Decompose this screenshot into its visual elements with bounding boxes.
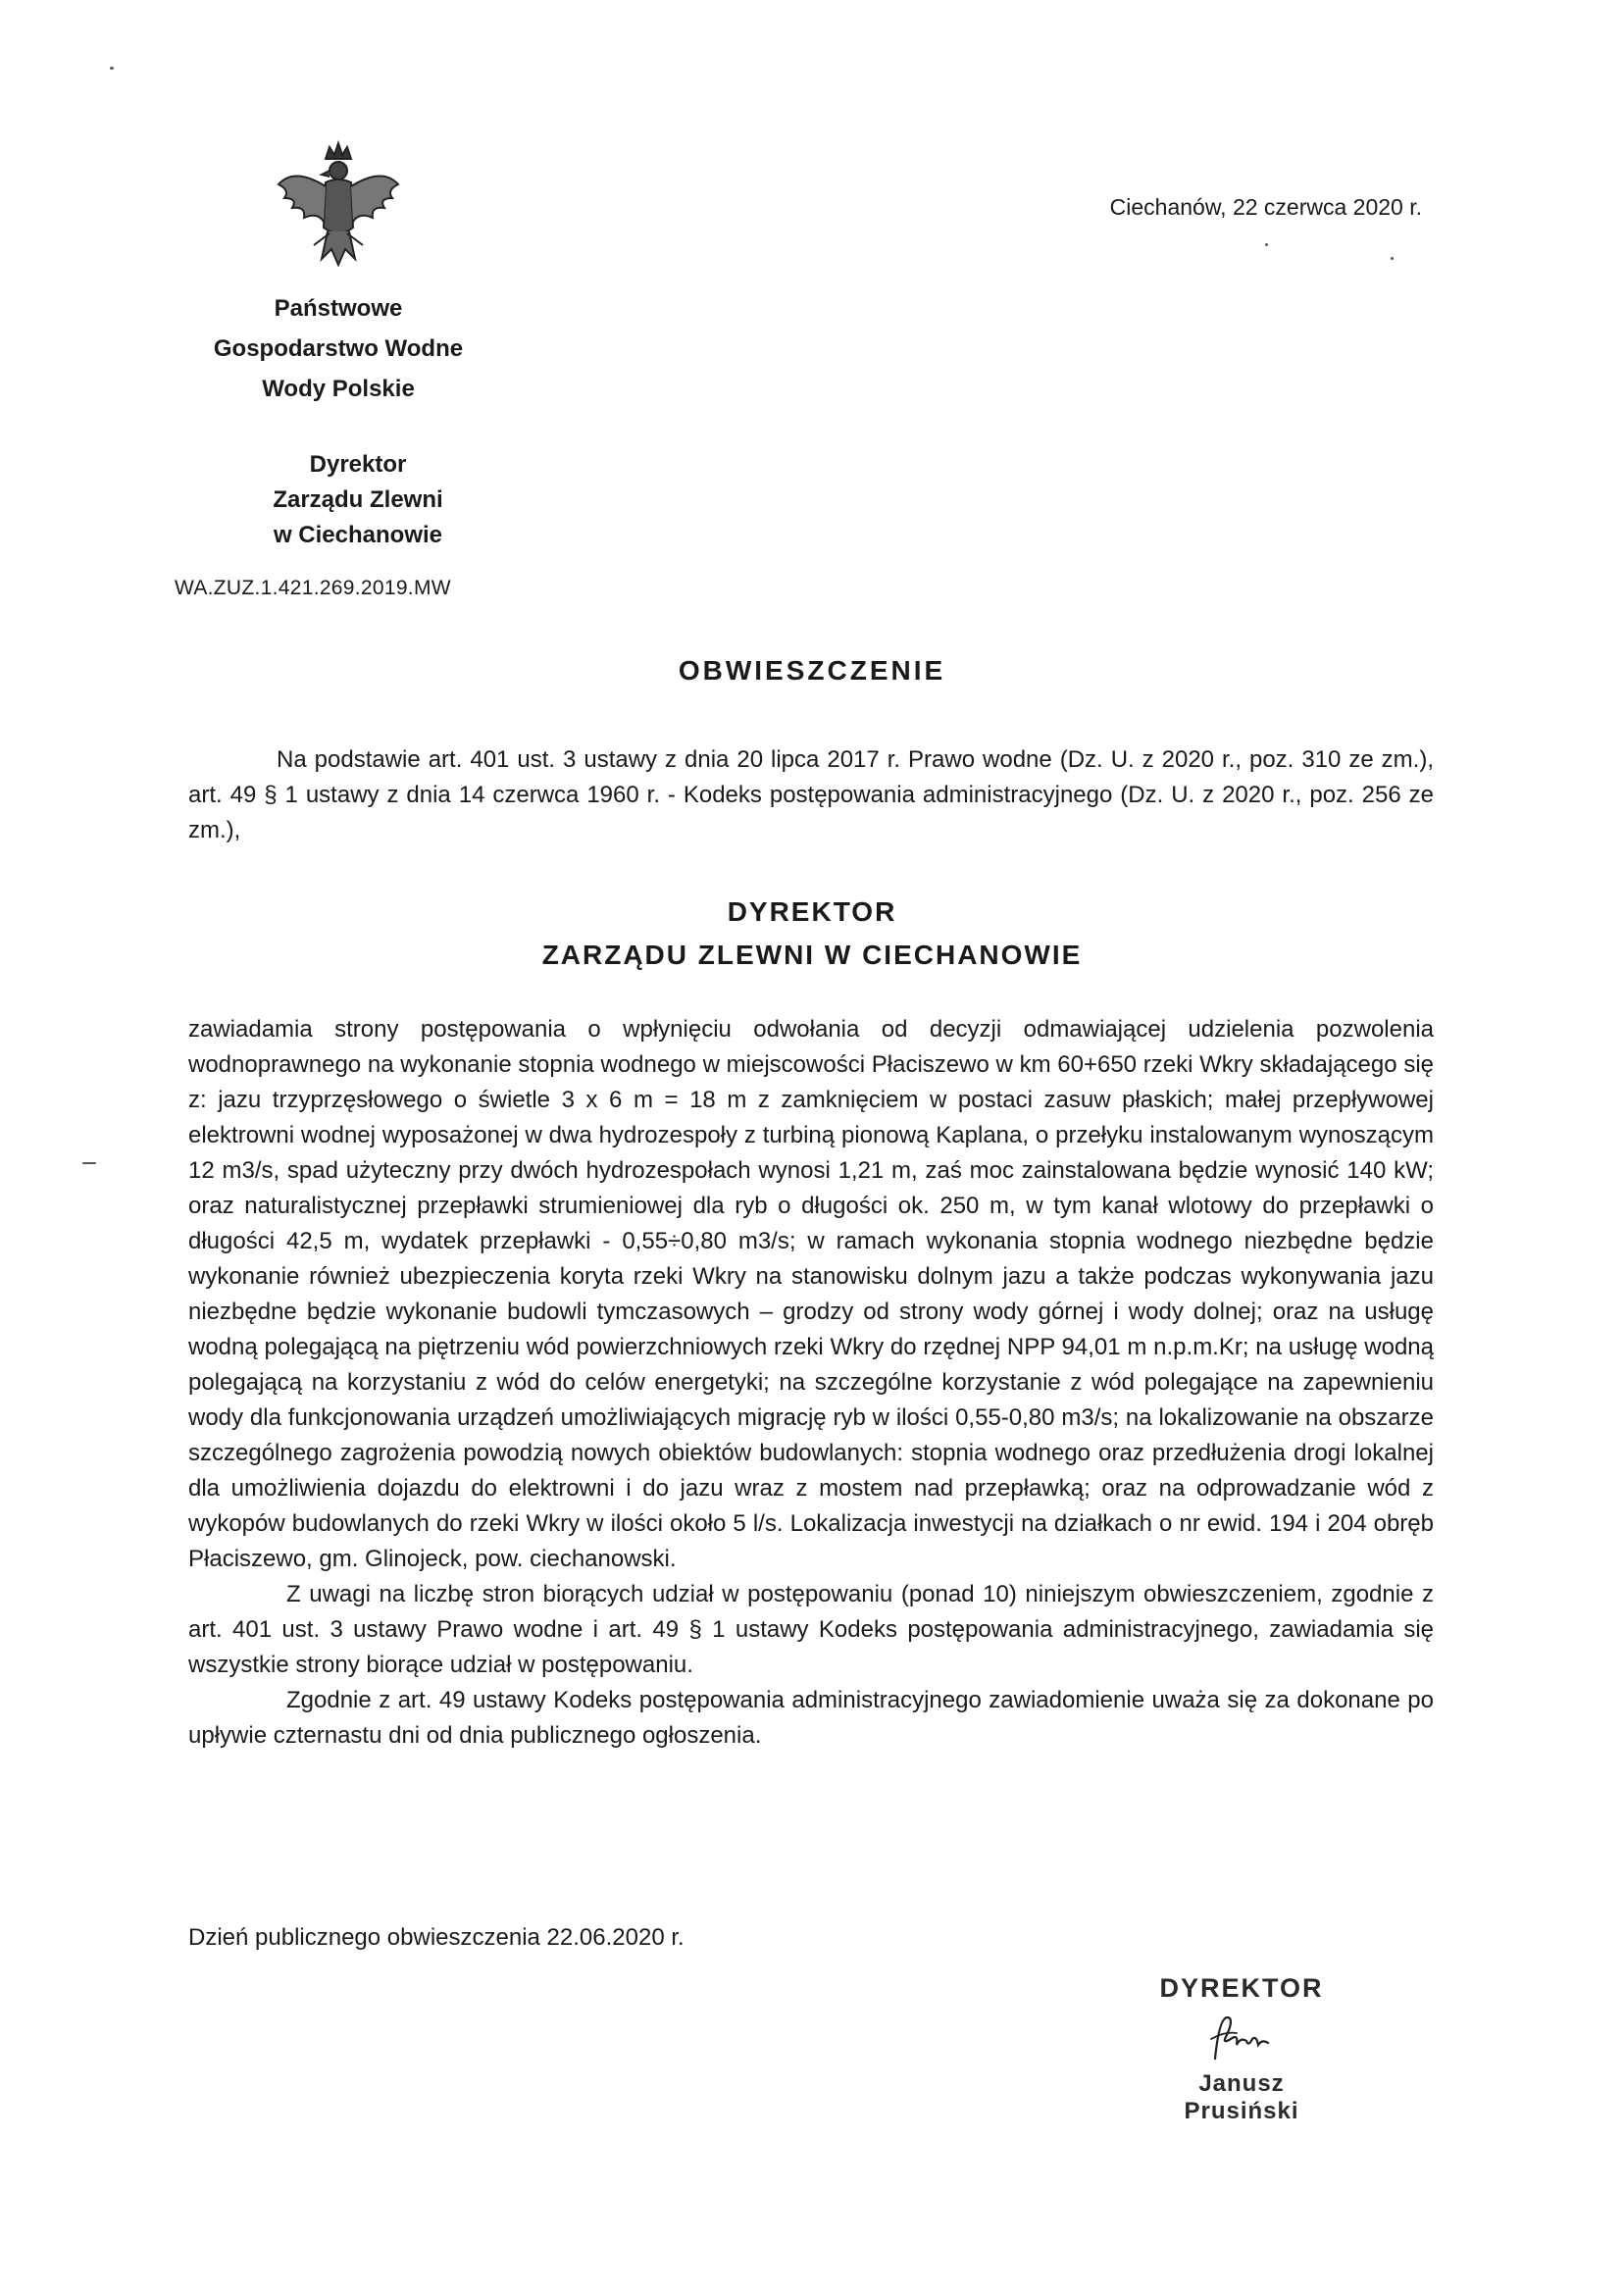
body-paragraph: Z uwagi na liczbę stron biorących udział w postępowaniu (ponad 10) niniejszym obwieszczeniem, zgodnie z art. 401 ust. 3 ustawy Prawo wodne i art. 49 § 1 ustawy Kodeks postępowania administracyjnego, zawiadamia się wszystkie strony biorące udział w postępowaniu. [188, 1581, 1434, 1678]
authority-line-1: DYREKTOR [727, 896, 897, 927]
scan-speck [1391, 257, 1394, 260]
issuing-authority [0, 891, 1624, 977]
signature-title: DYREKTOR [1159, 1973, 1324, 2003]
legal-basis-text: Na podstawie art. 401 ust. 3 ustawy z dnia 20 lipca 2017 r. Prawo wodne (Dz. U. z 2020 r., poz. 310 ze zm.), art. 49 § 1 ustawy z dnia 14 czerwca 1960 r. - Kodeks postępowania administracyjnego (Dz. U. z 2020 r., poz. 256 ze zm.), [188, 746, 1434, 843]
org-line: Wody Polskie [262, 376, 415, 402]
legal-basis-paragraph [188, 742, 1434, 848]
body-paragraph: zawiadamia strony postępowania o wpłynięciu odwołania od decyzji odmawiającej udzielenia pozwolenia wodnoprawnego na wykonanie stopnia wodnego w miejscowości Płaciszewo w km 60+650 rzeki Wkry składającego się z: jazu trzyprzęsłowego o świetle 3 x 6 m = 18 m z zamknięciem w postaci zasuw płaskich; małej przepływowej elektrowni wodnej wyposażonej w dwa hydrozespoły z turbiną pionową Kaplana, o przełyku instalowanym wynoszącym 12 m3/s, spad użyteczny przy dwóch hydrozespołach wynosi 1,21 m, zaś moc zainstalowana będzie wynosić 140 kW; oraz naturalistycznej przepławki strumieniowej dla ryb o długości ok. 250 m, w tym kanał wlotowy do przepławki o długości 42,5 m, wydatek przepławki - 0,55÷0,80 m3/s; w ramach wykonania stopnia wodnego niezbędne będzie wykonanie również ubezpieczenia koryta rzeki Wkry na stanowisku dolnym jazu a także podczas wykonywania jazu niezbędne będzie wykonanie budowli tymczasowych – grodzy od strony wody górnej i wody dolnej; oraz na usługę wodną polegającą na piętrzeniu wód powierzchniowych rzeki Wkry do rzędnej NPP 94,01 m n.p.m.Kr; na usługę wodną polegającą na korzystaniu z wód do celów energetyki; na szczególne korzystanie z wód polegające na zapewnieniu wody dla funkcjonowania urządzeń umożliwiających migrację ryb w ilości 0,55-0,80 m3/s; na lokalizowanie na obszarze szczególnego zagrożenia powodzią nowych obiektów budowlanych: stopnia wodnego oraz przedłużenia drogi lokalnej dla umożliwienia dojazdu do elektrowni i do jazu wraz z mostem nad przepławką; oraz na odprowadzanie wód z wykopów budowlanych do rzeki Wkry w ilości około 5 l/s. Lokalizacja inwestycji na działkach o nr ewid. 194 i 204 obręb Płaciszewo, gm. Glinojeck, pow. ciechanowski. [188, 1016, 1434, 1572]
organization-name [167, 288, 510, 409]
dept-line: w Ciechanowie [273, 522, 443, 548]
signature-block [1143, 1973, 1340, 2125]
dept-line: Dyrektor [309, 451, 407, 478]
polish-eagle-emblem [265, 137, 412, 284]
scan-speck [82, 1162, 96, 1164]
scan-speck [110, 67, 114, 70]
authority-line-2: ZARZĄDU ZLEWNI W CIECHANOWIE [541, 940, 1083, 970]
document-title: OBWIESZCZENIE [678, 655, 946, 686]
publication-date: Dzień publicznego obwieszczenia 22.06.2020 r. [188, 1924, 685, 1951]
signatory-name: Janusz Prusiński [1184, 2070, 1299, 2124]
dept-line: Zarządu Zlewni [273, 486, 443, 513]
org-line: Państwowe [274, 295, 403, 322]
body-paragraph: Zgodnie z art. 49 ustawy Kodeks postępowania administracyjnego zawiadomienie uważa się za dokonane po upływie czternastu dni od dnia publicznego ogłoszenia. [188, 1687, 1434, 1749]
department-name [186, 447, 530, 553]
reference-number: WA.ZUZ.1.421.269.2019.MW [175, 577, 451, 599]
handwritten-signature [1197, 2010, 1286, 2068]
notice-body [188, 1012, 1434, 1754]
org-line: Gospodarstwo Wodne [213, 335, 464, 362]
document-date: Ciechanów, 22 czerwca 2020 r. [1109, 194, 1422, 220]
scan-speck [1265, 243, 1268, 246]
